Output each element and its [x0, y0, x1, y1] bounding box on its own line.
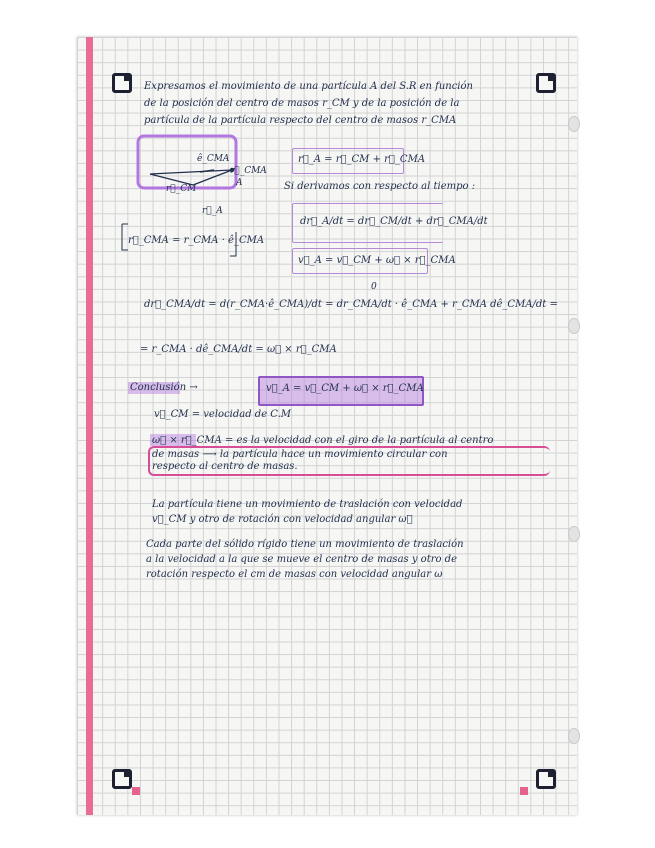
def-w-line-3: respecto al centro de masas.: [152, 461, 298, 472]
para2-line-3: rotación respecto el cm de masas con velocidad angular ω: [146, 569, 443, 580]
def-w-line-1: ω⃗ × r⃗_CMA = es la velocidad con el giro de la partícula al centro: [152, 435, 494, 446]
eq-va: v⃗_A = v⃗_CM + ω⃗ × r⃗_CMA: [298, 255, 456, 266]
derive-text: Si derivamos con respecto al tiempo :: [284, 181, 476, 192]
eq-drdt: dr⃗_A/dt = dr⃗_CM/dt + dr⃗_CMA/dt: [300, 216, 488, 227]
para1-line-1: La partícula tiene un movimiento de traslación con velocidad: [152, 499, 463, 510]
box-circular-motion: [148, 446, 550, 476]
eq-big-line-1: dr⃗_CMA/dt = d(r_CMA·ê_CMA)/dt = dr_CMA/dt · ê_CMA + r_CMA dê_CMA/dt =: [144, 299, 558, 310]
def-vcm: v⃗_CM = velocidad de C.M: [154, 409, 292, 420]
zero-mark: 0: [371, 282, 377, 292]
intro-line-3: partícula de la partícula respecto del centro de masos r_CMA: [144, 115, 457, 126]
eq-big-line-2: = r_CMA · dê_CMA/dt = ω⃗ × r⃗_CMA: [140, 344, 337, 355]
label-ra: r⃗_A: [202, 206, 223, 216]
para1-line-2: v⃗_CM y otro de rotación con velocidad angular ω⃗: [152, 514, 413, 525]
intro-line-2: de la posición del centro de masos r_CM y de la posición de la: [144, 98, 460, 109]
def-w-line-2: de masas ⟶ la partícula hace un movimiento circular con: [152, 449, 448, 460]
eq-rcma-def: r⃗_CMA = r_CMA · ê_CMA: [128, 235, 265, 246]
label-ecma: ê_CMA: [197, 154, 230, 164]
intro-line-1: Expresamos el movimiento de una partícula A del S.R en función: [144, 81, 473, 92]
conclusion-label: Conclusión →: [130, 382, 198, 393]
para2-line-2: a la velocidad a la que se mueve el centro de masas y otro de: [146, 554, 458, 565]
label-rcma: r⃗_CMA: [230, 166, 267, 176]
label-a: A: [236, 178, 243, 188]
eq-conclusion: v⃗_A = v⃗_CM + ω⃗ × r⃗_CMA: [266, 383, 424, 394]
eq-ra: r⃗_A = r⃗_CM + r⃗_CMA: [298, 154, 426, 165]
label-rcm: r⃗_CM: [166, 184, 197, 194]
para2-line-1: Cada parte del sólido rígido tiene un movimiento de traslación: [146, 539, 464, 550]
